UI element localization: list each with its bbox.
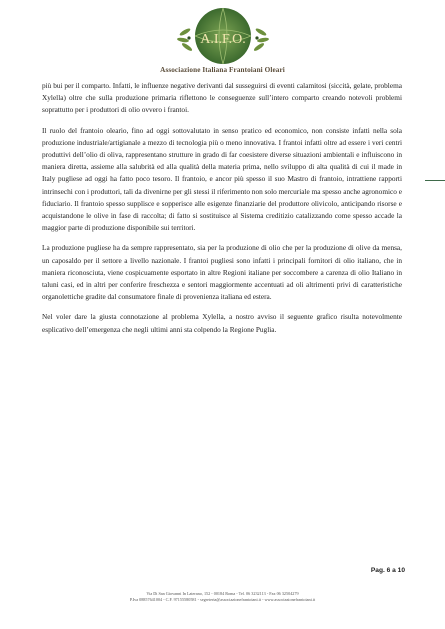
footer xyxy=(0,591,445,604)
document-body xyxy=(42,80,402,344)
paragraph: La produzione pugliese ha da sempre rappresentato, sia per la produzione di olio che per la produzione di olive da mensa, un caposaldo per il settore a livello nazionale. I frantoi pugliesi sono infatti i principali fornitori di olio italiano, che in maniera riconosciuta, viene cospicuamente esportato in altre Regioni italiane per soccombere a carenza di olio Italiano in taluni casi, ed in altri per conferire freschezza e sentori maggiormente accentuati ad oli altrimenti privi di caratteristiche organolettiche gradite dal consumatore finale di provenienza italiana ed estera. xyxy=(42,243,402,302)
logo-text: A.I.F.O. xyxy=(200,32,246,47)
margin-accent-line xyxy=(425,180,445,181)
footer-address: Via Di San Giovanni In Laterano, 152 - 00184 Roma - Tel. 06 3232113 - Fax 06 32504279 xyxy=(146,591,299,596)
paragraph: Nel voler dare la giusta connotazione al problema Xylella, a nostro avviso il seguente grafico risulta notevolmente esplicativo dell’emergenza che negli ultimi anni sta colpendo la Regione Puglia. xyxy=(42,312,402,334)
page-number: Pag. 6 a 10 xyxy=(370,567,405,574)
footer-contacts: P.Iva 08857641004 - C.F. 97155580581 - segreteria@associazionefrantoiani.it - www.associazionefrantoiani.it xyxy=(129,597,316,603)
aifo-logo xyxy=(175,2,271,72)
organization-name: Associazione Italiana Frantoiani Oleari xyxy=(160,66,285,74)
olive-branch-right-icon xyxy=(253,27,269,52)
paragraph: Il ruolo del frantoio oleario, fino ad oggi sottovalutato in senso pratico ed economico, non consiste infatti nella sola produzione industriale/artigianale a mezzo di tecnologia più o meno innovativa. I frantoi infatti oltre ad essere i veri centri produttivi dell’olio di oliva, rappresentano strutture in grado di far coesistere diverse situazioni ambientali e influiscono in maniera diretta, assieme alla salubrità ed alla qualità della materia prima, nello sviluppo di alta qualità di cui il made in Italy pugliese ad oggi ha fatto poco tesoro. Il frantoio, e ancor più spesso il suo Mastro di frantoio, intrattiene rapporti intrinsechi con i produttori, tali da divenirne per gli stessi il riferimento non solo mercuriale ma spesso anche agronomico e fiduciario. Il frantoio spesso supplisce e sopperisce alle esigenze finanziarie del produttore olivicolo, anticipando risorse e acquistandone le olive in fase di raccolta; di fatto si sostituisce al Sistema creditizio catalizzando come spesso accade la maggior parte di produzione disponibile sui territori. xyxy=(42,125,402,233)
olive-branch-left-icon xyxy=(177,27,193,52)
paragraph: più bui per il comparto. Infatti, le influenze negative derivanti dal susseguirsi di eventi calamitosi (siccità, gelate, problema Xylella) oltre che sulla produzione primaria riflettono le conseguenze sull’intero comparto creando notevoli problemi soprattutto per i produttori di olio ovvero i frantoi. xyxy=(42,81,402,115)
